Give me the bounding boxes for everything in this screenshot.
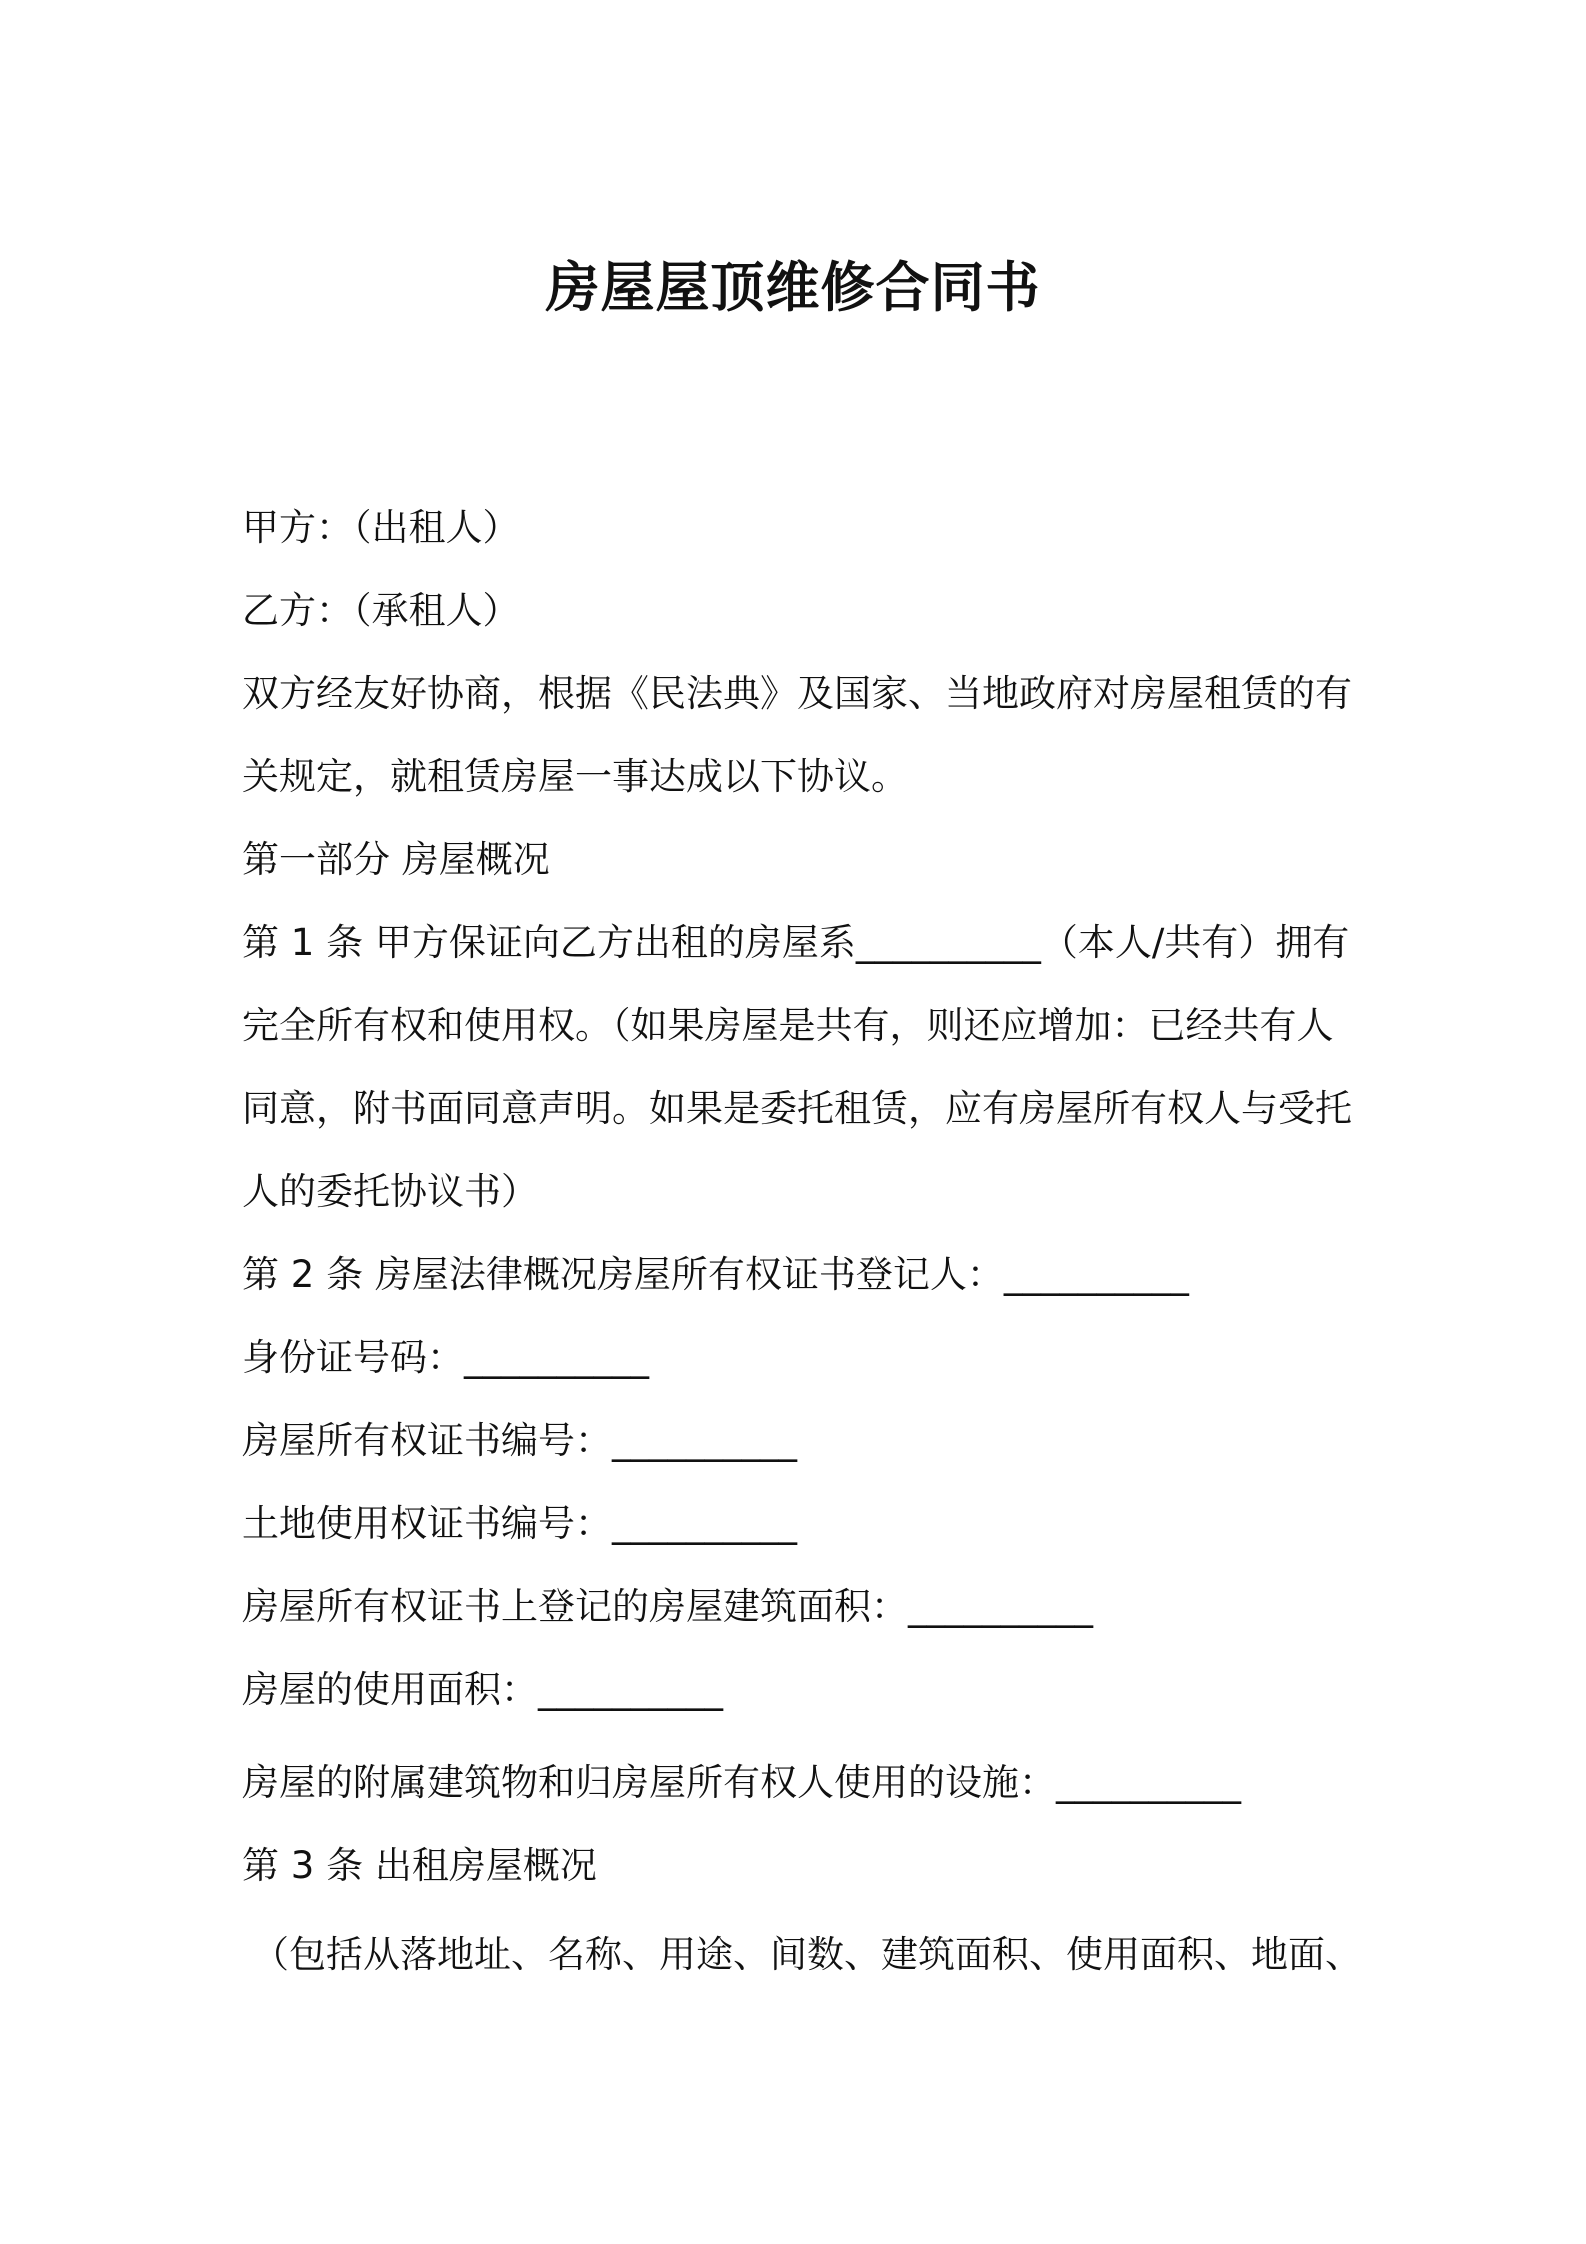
article-2-line: 第 2 条 房屋法律概况房屋所有权证书登记人：__________	[242, 1253, 1189, 1296]
land-cert-line: 土地使用权证书编号：__________	[242, 1502, 797, 1545]
usable-area-line: 房屋的使用面积：__________	[242, 1668, 723, 1711]
article-1-line-3: 同意，附书面同意声明。如果是委托租赁，应有房屋所有权人与受托	[242, 1087, 1352, 1130]
facilities-line: 房屋的附属建筑物和归房屋所有权人使用的设施：__________	[242, 1761, 1241, 1804]
article-3-heading: 第 3 条 出租房屋概况	[242, 1844, 597, 1887]
party-a-line: 甲方：（出租人）	[242, 506, 520, 549]
building-area-line: 房屋所有权证书上登记的房屋建筑面积：__________	[242, 1585, 1093, 1628]
document-title: 房屋屋顶维修合同书	[545, 256, 1041, 319]
article-1-line-1: 第 1 条 甲方保证向乙方出租的房屋系__________（本人/共有）拥有	[242, 921, 1350, 964]
article-1-line-2: 完全所有权和使用权。（如果房屋是共有，则还应增加：已经共有人	[242, 1004, 1334, 1047]
article-1-line-4: 人的委托协议书）	[242, 1170, 538, 1213]
ownership-cert-line: 房屋所有权证书编号：__________	[242, 1419, 797, 1462]
id-number-line: 身份证号码：__________	[242, 1336, 649, 1379]
preamble-line-1: 双方经友好协商，根据《民法典》及国家、当地政府对房屋租赁的有	[242, 672, 1352, 715]
article-3-line-1: （包括从落地址、名称、用途、间数、建筑面积、使用面积、地面、	[252, 1933, 1362, 1976]
part-one-heading: 第一部分 房屋概况	[242, 838, 550, 881]
preamble-line-2: 关规定，就租赁房屋一事达成以下协议。	[242, 755, 908, 798]
party-b-line: 乙方：（承租人）	[242, 589, 520, 632]
